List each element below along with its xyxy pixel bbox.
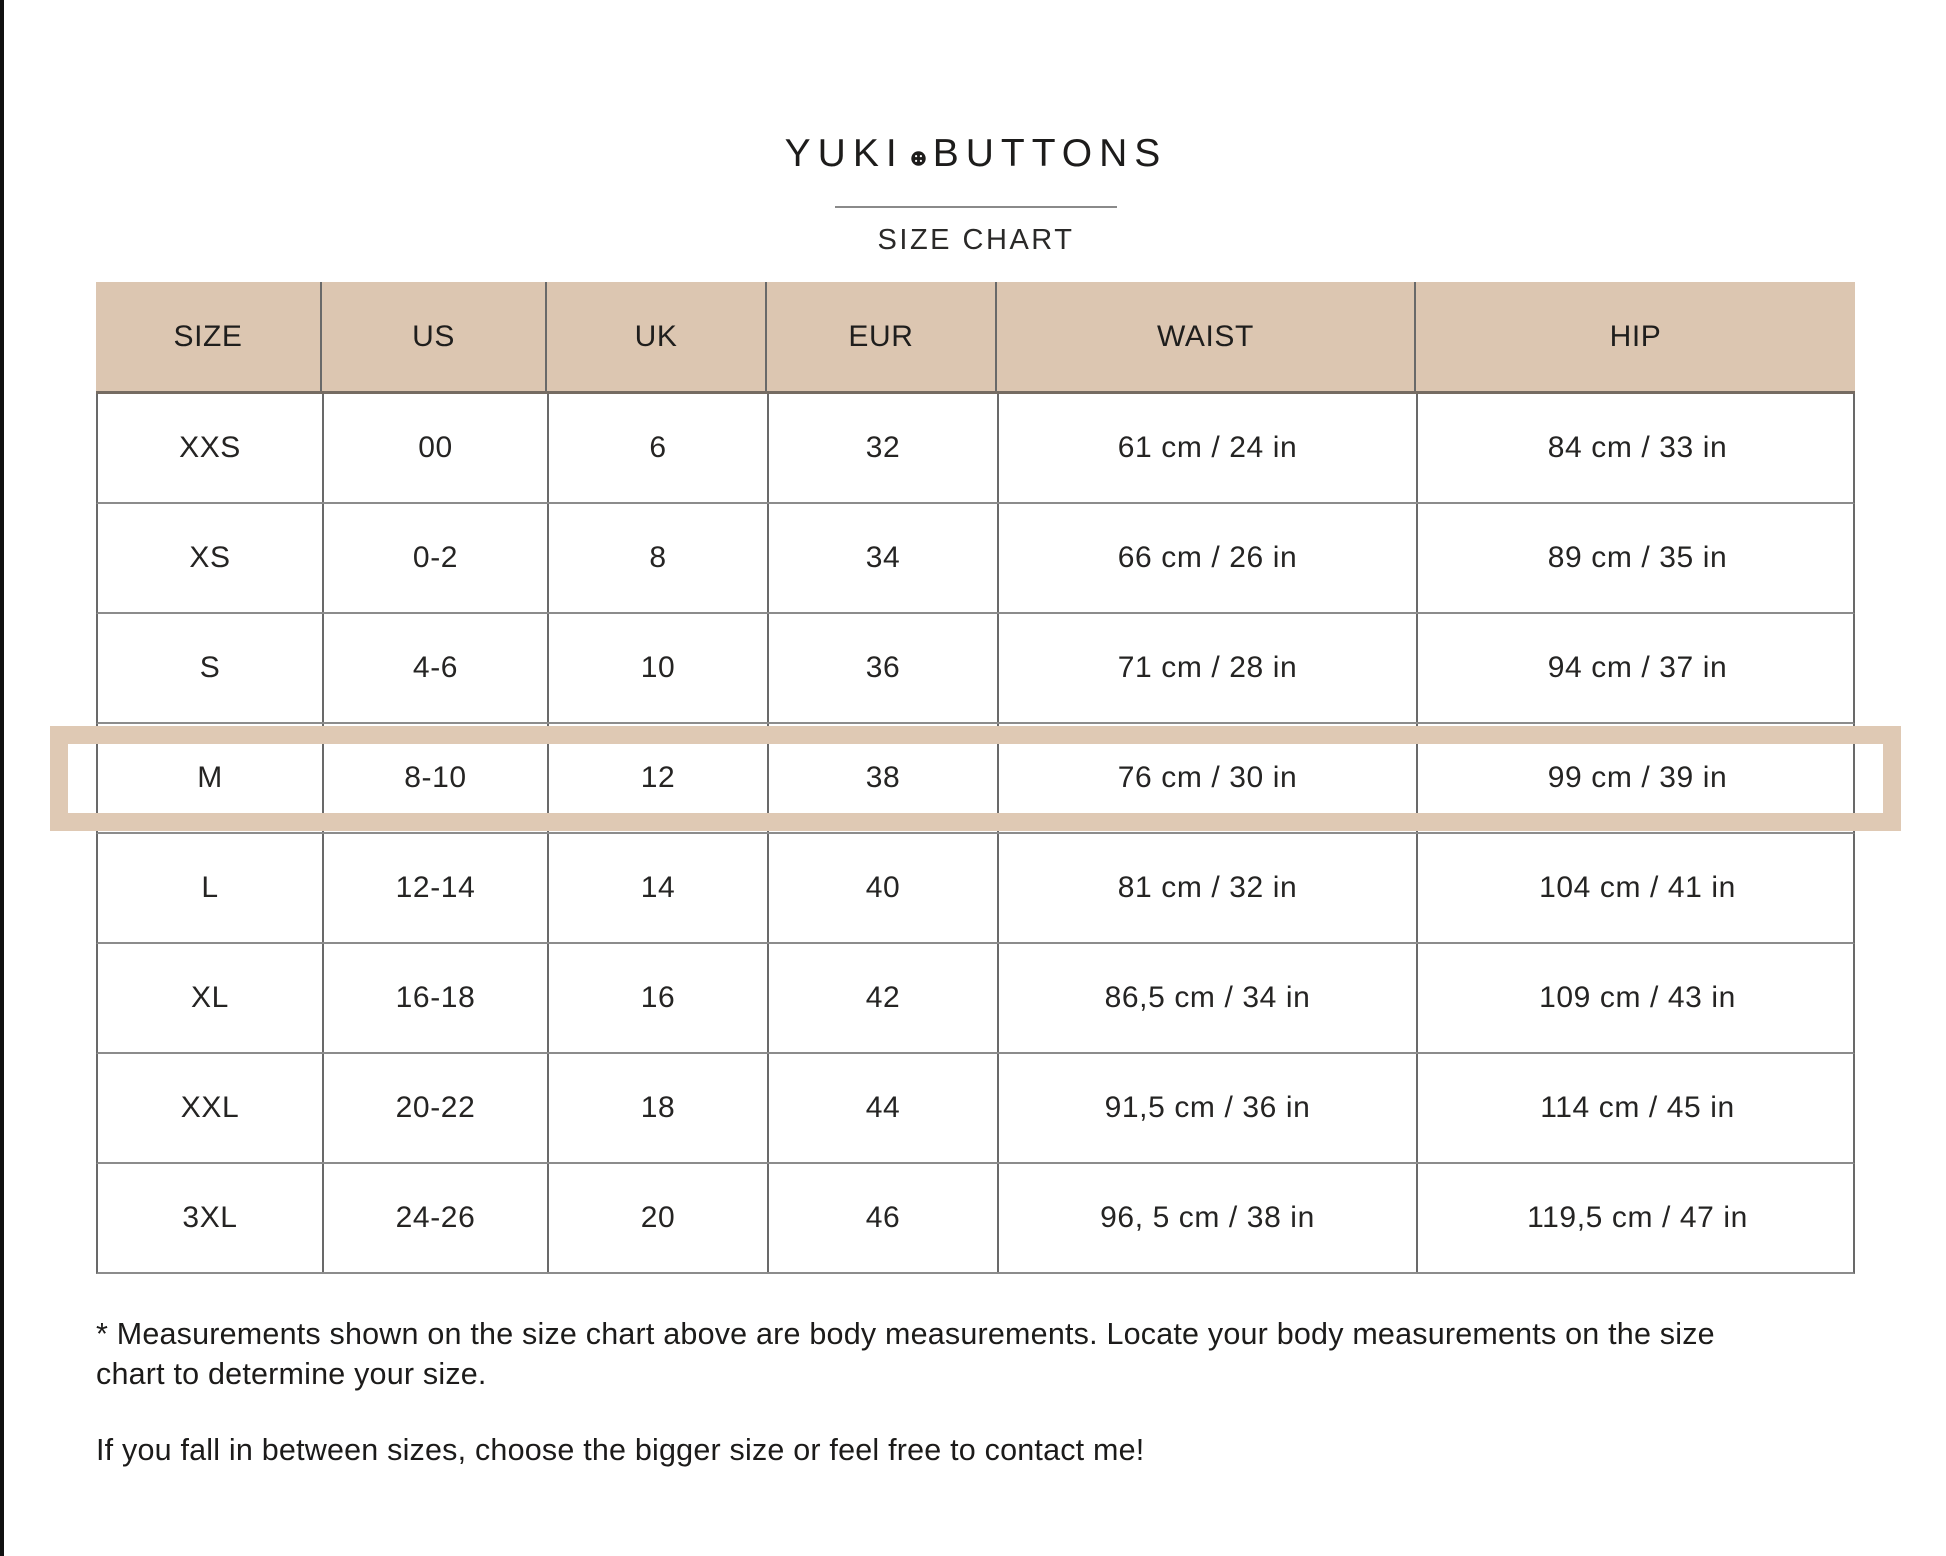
cell-hip: 109 cm / 43 in xyxy=(1416,944,1857,1052)
cell-uk: 12 xyxy=(547,724,767,832)
cell-uk: 16 xyxy=(547,944,767,1052)
brand-underline xyxy=(835,206,1117,208)
cell-uk: 8 xyxy=(547,504,767,612)
cell-waist: 96, 5 cm / 38 in xyxy=(997,1164,1416,1272)
cell-hip: 99 cm / 39 in xyxy=(1416,724,1857,832)
cell-eur: 40 xyxy=(767,834,997,942)
cell-us: 16-18 xyxy=(322,944,547,1052)
cell-eur: 32 xyxy=(767,394,997,502)
cell-eur: 34 xyxy=(767,504,997,612)
cell-hip: 114 cm / 45 in xyxy=(1416,1054,1857,1162)
cell-us: 24-26 xyxy=(322,1164,547,1272)
table-row-m-highlighted xyxy=(96,724,1855,834)
cell-eur: 36 xyxy=(767,614,997,722)
cell-eur: 42 xyxy=(767,944,997,1052)
size-chart-page xyxy=(96,0,1856,1470)
header-cell-us: US xyxy=(320,282,545,391)
cell-size: 3XL xyxy=(182,1201,238,1234)
cell-us: 4-6 xyxy=(322,614,547,722)
cell-hip: 104 cm / 41 in xyxy=(1416,834,1857,942)
cell-hip: 84 cm / 33 in xyxy=(1416,394,1857,502)
cell-waist: 81 cm / 32 in xyxy=(997,834,1416,942)
cell-hip: 94 cm / 37 in xyxy=(1416,614,1857,722)
cell-waist: 86,5 cm / 34 in xyxy=(997,944,1416,1052)
brand-block xyxy=(96,0,1856,257)
cell-hip: 119,5 cm / 47 in xyxy=(1416,1164,1857,1272)
cell-size: S xyxy=(199,651,221,684)
table-header-row xyxy=(96,282,1855,394)
table-row-xxs xyxy=(96,394,1855,504)
button-icon xyxy=(911,132,926,176)
table-row-l xyxy=(96,834,1855,944)
cell-us: 12-14 xyxy=(322,834,547,942)
cell-uk: 10 xyxy=(547,614,767,722)
header-cell-size: SIZE xyxy=(173,319,243,353)
brand-title xyxy=(785,132,1168,176)
cell-size: M xyxy=(197,761,223,794)
cell-size: XS xyxy=(189,541,231,574)
cell-uk: 14 xyxy=(547,834,767,942)
cell-eur: 44 xyxy=(767,1054,997,1162)
cell-uk: 20 xyxy=(547,1164,767,1272)
table-row-xl xyxy=(96,944,1855,1054)
brand-name-left: YUKI xyxy=(784,132,904,175)
measurement-note: * Measurements shown on the size chart above are body measurements. Locate your body measurements on the size chart to determine your size. xyxy=(96,1317,1715,1391)
header-cell-waist: WAIST xyxy=(995,282,1414,391)
table-row-xs xyxy=(96,504,1855,614)
cell-hip: 89 cm / 35 in xyxy=(1416,504,1857,612)
footnotes xyxy=(96,1314,1856,1470)
size-table xyxy=(96,282,1855,1274)
header-cell-eur: EUR xyxy=(765,282,995,391)
cell-uk: 18 xyxy=(547,1054,767,1162)
cell-waist: 91,5 cm / 36 in xyxy=(997,1054,1416,1162)
cell-eur: 38 xyxy=(767,724,997,832)
cell-size: XXS xyxy=(179,431,241,464)
cell-waist: 61 cm / 24 in xyxy=(997,394,1416,502)
cell-waist: 76 cm / 30 in xyxy=(997,724,1416,832)
cell-uk: 6 xyxy=(547,394,767,502)
cell-us: 0-2 xyxy=(322,504,547,612)
brand-name-right: BUTTONS xyxy=(932,132,1168,175)
cell-size: XL xyxy=(191,981,229,1014)
left-accent-bar xyxy=(0,0,4,1556)
cell-size: XXL xyxy=(180,1091,240,1124)
cell-waist: 71 cm / 28 in xyxy=(997,614,1416,722)
table-row-3xl xyxy=(96,1164,1855,1274)
cell-us: 00 xyxy=(322,394,547,502)
table-row-s xyxy=(96,614,1855,724)
page-subtitle: SIZE CHART xyxy=(877,224,1075,256)
cell-size: L xyxy=(201,871,219,904)
cell-us: 8-10 xyxy=(322,724,547,832)
header-cell-uk: UK xyxy=(545,282,765,391)
cell-eur: 46 xyxy=(767,1164,997,1272)
header-cell-hip: HIP xyxy=(1414,282,1855,391)
cell-us: 20-22 xyxy=(322,1054,547,1162)
table-row-xxl xyxy=(96,1054,1855,1164)
cell-waist: 66 cm / 26 in xyxy=(997,504,1416,612)
between-sizes-note: If you fall in between sizes, choose the bigger size or feel free to contact me! xyxy=(96,1433,1145,1467)
